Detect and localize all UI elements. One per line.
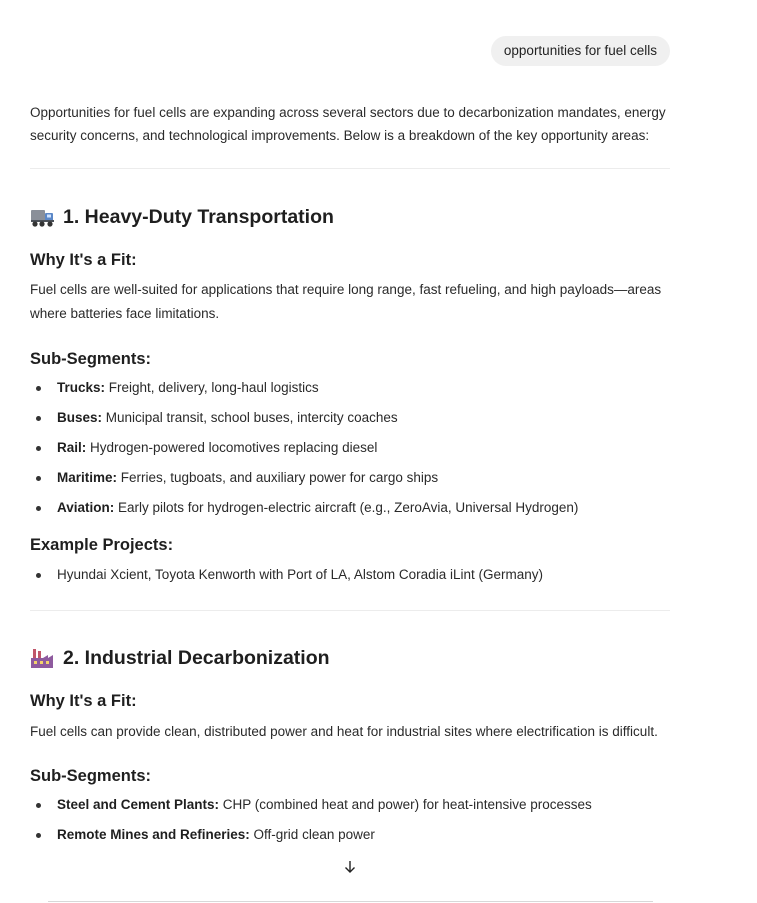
why-paragraph: Fuel cells are well-suited for applications that require long range, fast refueling, and high payloads—areas where batteries face limitations. bbox=[30, 282, 662, 321]
intro-paragraph: Opportunities for fuel cells are expanding across several sectors due to decarbonization mandates, energy security concerns, and technological improvements. Below is a breakdown of the key opportunity areas: bbox=[30, 105, 666, 143]
scroll-to-bottom-button[interactable] bbox=[338, 857, 362, 881]
section-divider bbox=[30, 168, 670, 169]
bullet-icon bbox=[36, 573, 41, 578]
truck-icon bbox=[30, 206, 56, 228]
examples-list bbox=[30, 565, 670, 595]
list-item: Maritime: Ferries, tugboats, and auxiliary power for cargo ships bbox=[30, 468, 670, 498]
bullet-icon bbox=[36, 386, 41, 391]
examples-heading: Example Projects: bbox=[30, 536, 174, 554]
bullet-icon bbox=[36, 833, 41, 838]
arrow-down-icon bbox=[343, 860, 357, 879]
bullet-icon bbox=[36, 446, 41, 451]
user-message-bubble: opportunities for fuel cells bbox=[491, 36, 670, 66]
section-divider bbox=[30, 610, 670, 611]
bullet-icon bbox=[36, 803, 41, 808]
why-heading: Why It's a Fit: bbox=[30, 251, 137, 269]
list-item: Hyundai Xcient, Toyota Kenworth with Port of LA, Alstom Coradia iLint (Germany) bbox=[30, 565, 670, 595]
factory-icon bbox=[30, 647, 56, 669]
list-item: Aviation: Early pilots for hydrogen-electric aircraft (e.g., ZeroAvia, Universal Hydrogen) bbox=[30, 498, 670, 528]
subsegments-list bbox=[30, 795, 670, 855]
subsegments-heading: Sub-Segments: bbox=[30, 350, 152, 368]
subsegments-heading: Sub-Segments: bbox=[30, 767, 152, 785]
section-title: 2. Industrial Decarbonization bbox=[63, 646, 330, 669]
list-item: Steel and Cement Plants: CHP (combined heat and power) for heat-intensive processes bbox=[30, 795, 670, 825]
list-item: Remote Mines and Refineries: Off-grid clean power bbox=[30, 825, 670, 855]
section-title: 1. Heavy-Duty Transportation bbox=[63, 205, 334, 228]
why-paragraph: Fuel cells can provide clean, distributed power and heat for industrial sites where electrification is difficult. bbox=[30, 724, 658, 739]
subsegments-list bbox=[30, 378, 670, 528]
why-heading: Why It's a Fit: bbox=[30, 692, 137, 710]
chat-thread bbox=[30, 0, 670, 855]
section-heading bbox=[30, 643, 670, 673]
bullet-icon bbox=[36, 476, 41, 481]
list-item: Rail: Hydrogen-powered locomotives replacing diesel bbox=[30, 438, 670, 468]
list-item: Trucks: Freight, delivery, long-haul logistics bbox=[30, 378, 670, 408]
composer-top-edge bbox=[48, 901, 653, 902]
bullet-icon bbox=[36, 506, 41, 511]
bullet-icon bbox=[36, 416, 41, 421]
list-item: Buses: Municipal transit, school buses, intercity coaches bbox=[30, 408, 670, 438]
section-heading bbox=[30, 202, 670, 232]
user-message-row bbox=[30, 0, 670, 66]
